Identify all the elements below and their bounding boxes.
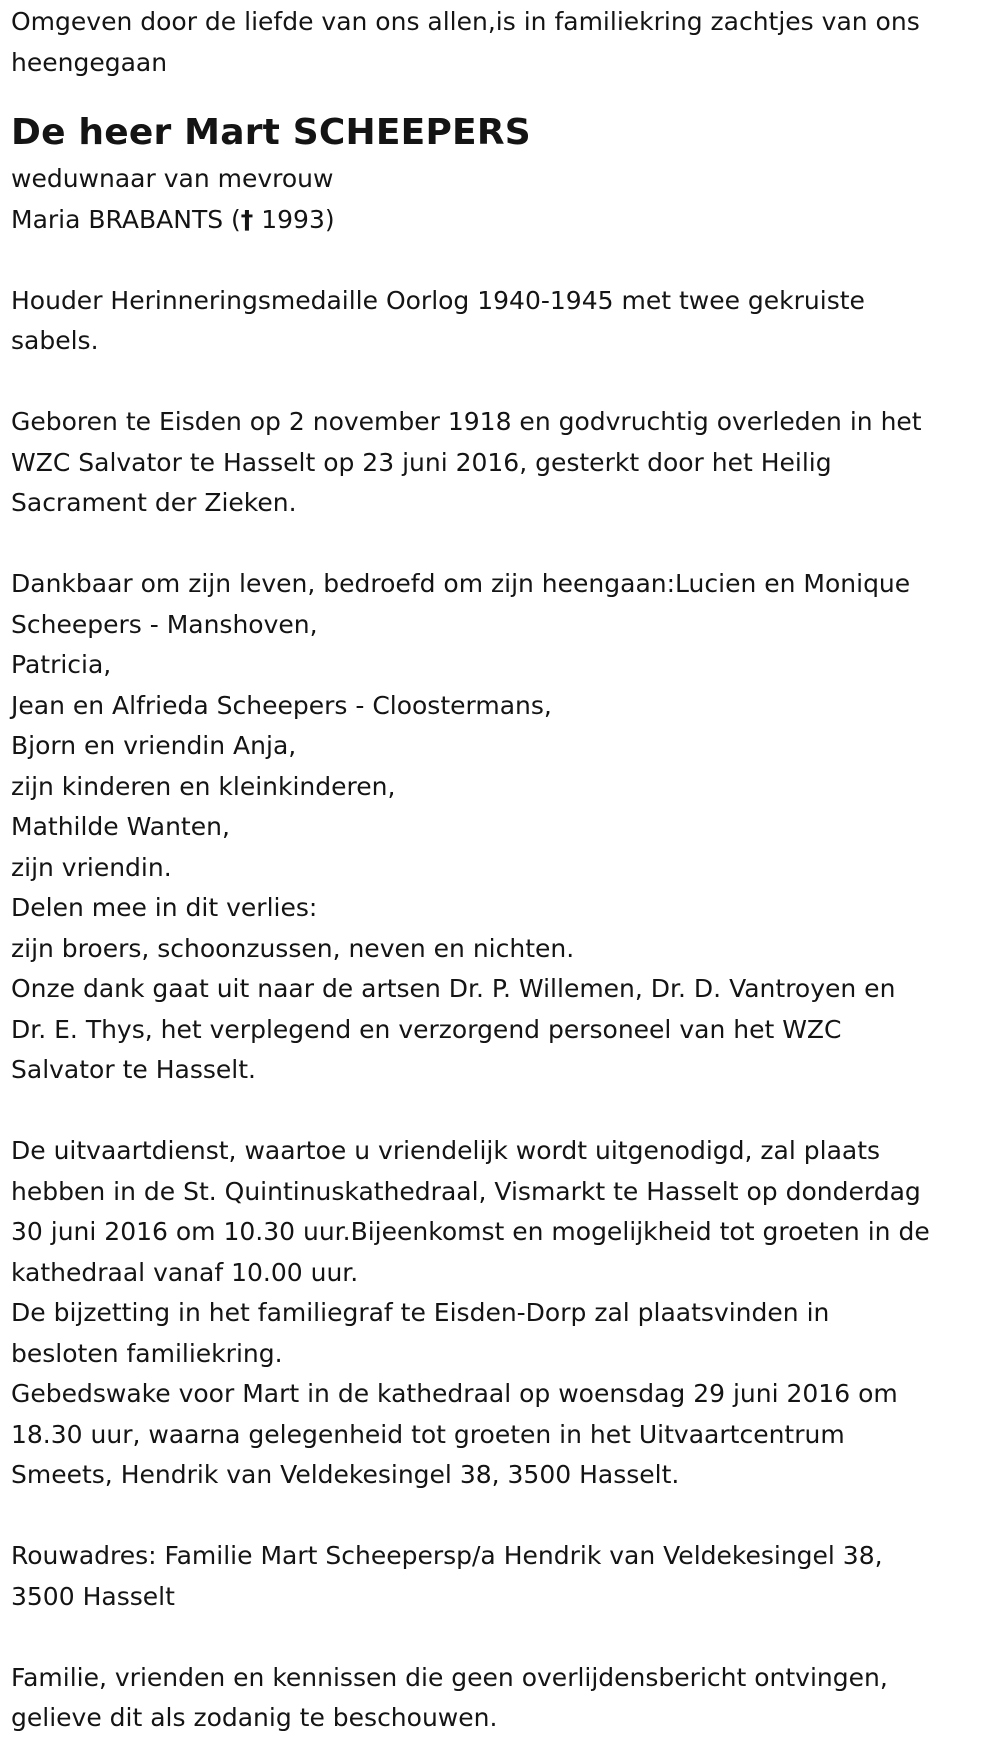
family-line-3: Patricia, [11, 650, 112, 679]
spouse-death-year: 1993) [253, 204, 335, 234]
birth-death-line-2: WZC Salvator te Hasselt op 23 juni 2016, gesterkt door het Heilig [11, 447, 832, 477]
paragraph-gap [11, 240, 1000, 281]
family-line-4: Jean en Alfrieda Scheepers - Cloostermans, [11, 690, 552, 720]
family-line-9: Delen mee in dit verlies: [11, 893, 318, 922]
funeral-line-5: De bijzetting in het familiegraf te Eisden-Dorp zal plaatsvinden in [11, 1298, 830, 1327]
spouse-line-2 [11, 200, 1000, 241]
address-line-1: Rouwadres: Familie Mart Scheepersp/a Hendrik van Veldekesingel 38, [11, 1541, 883, 1570]
closing-paragraph [11, 1658, 1000, 1739]
family-line-11: Onze dank gaat uit naar de artsen Dr. P. Willemen, Dr. D. Vantroyen en [11, 974, 896, 1003]
family-line-5: Bjorn en vriendin Anja, [11, 731, 297, 760]
birth-death-line-1: Geboren te Eisden op 2 november 1918 en godvruchtig overleden in het [11, 407, 922, 436]
birth-death-line-3: Sacrament der Zieken. [11, 488, 297, 517]
funeral-line-1: De uitvaartdienst, waartoe u vriendelijk wordt uitgenodigd, zal plaats [11, 1136, 881, 1165]
funeral-line-2: hebben in de St. Quintinuskathedraal, Vismarkt te Hasselt op donderdag [11, 1176, 921, 1206]
funeral-line-4: kathedraal vanaf 10.00 uur. [11, 1257, 359, 1287]
family-line-6: zijn kinderen en kleinkinderen, [11, 771, 396, 801]
medal-paragraph [11, 281, 1000, 362]
funeral-line-8: 18.30 uur, waarna gelegenheid tot groeten in het Uitvaartcentrum [11, 1419, 845, 1449]
family-line-7: Mathilde Wanten, [11, 812, 230, 841]
address-line-2: 3500 Hasselt [11, 1581, 175, 1611]
deceased-name: De heer Mart SCHEEPERS [11, 112, 531, 153]
spouse-line-1: weduwnaar van mevrouw [11, 164, 334, 193]
funeral-line-3: 30 juni 2016 om 10.30 uur.Bijeenkomst en mogelijkheid tot groeten in de [11, 1217, 930, 1246]
intro-line-1: Omgeven door de liefde van ons allen,is in familiekring zachtjes van ons [11, 7, 920, 36]
family-line-1: Dankbaar om zijn leven, bedroefd om zijn heengaan:Lucien en Monique [11, 569, 911, 598]
paragraph-gap [11, 524, 1000, 565]
intro-paragraph [11, 0, 1000, 83]
birth-death-paragraph [11, 402, 1000, 524]
family-line-2: Scheepers - Manshoven, [11, 609, 318, 639]
medal-line-1: Houder Herinneringsmedaille Oorlog 1940-1945 met twee gekruiste [11, 285, 865, 315]
spouse-paragraph [11, 159, 1000, 240]
closing-line-1: Familie, vrienden en kennissen die geen overlijdensbericht ontvingen, [11, 1662, 888, 1692]
spouse-name: Maria BRABANTS ( [11, 204, 241, 234]
paragraph-gap [11, 1617, 1000, 1658]
funeral-line-7: Gebedswake voor Mart in de kathedraal op woensdag 29 juni 2016 om [11, 1379, 898, 1408]
address-paragraph [11, 1536, 1000, 1617]
family-paragraph [11, 564, 1000, 1091]
medal-line-2: sabels. [11, 326, 99, 355]
paragraph-gap [11, 1091, 1000, 1132]
family-line-10: zijn broers, schoonzussen, neven en nichten. [11, 933, 575, 963]
cross-icon: † [240, 204, 254, 234]
family-line-12: Dr. E. Thys, het verplegend en verzorgend personeel van het WZC [11, 1014, 842, 1044]
closing-line-2: gelieve dit als zodanig te beschouwen. [11, 1703, 498, 1732]
funeral-line-9: Smeets, Hendrik van Veldekesingel 38, 3500 Hasselt. [11, 1460, 680, 1489]
paragraph-gap [11, 1496, 1000, 1537]
funeral-paragraph [11, 1131, 1000, 1496]
family-line-8: zijn vriendin. [11, 852, 172, 882]
family-line-13: Salvator te Hasselt. [11, 1055, 256, 1084]
intro-line-2: heengegaan [11, 47, 168, 77]
funeral-line-6: besloten familiekring. [11, 1338, 283, 1368]
paragraph-gap [11, 362, 1000, 403]
